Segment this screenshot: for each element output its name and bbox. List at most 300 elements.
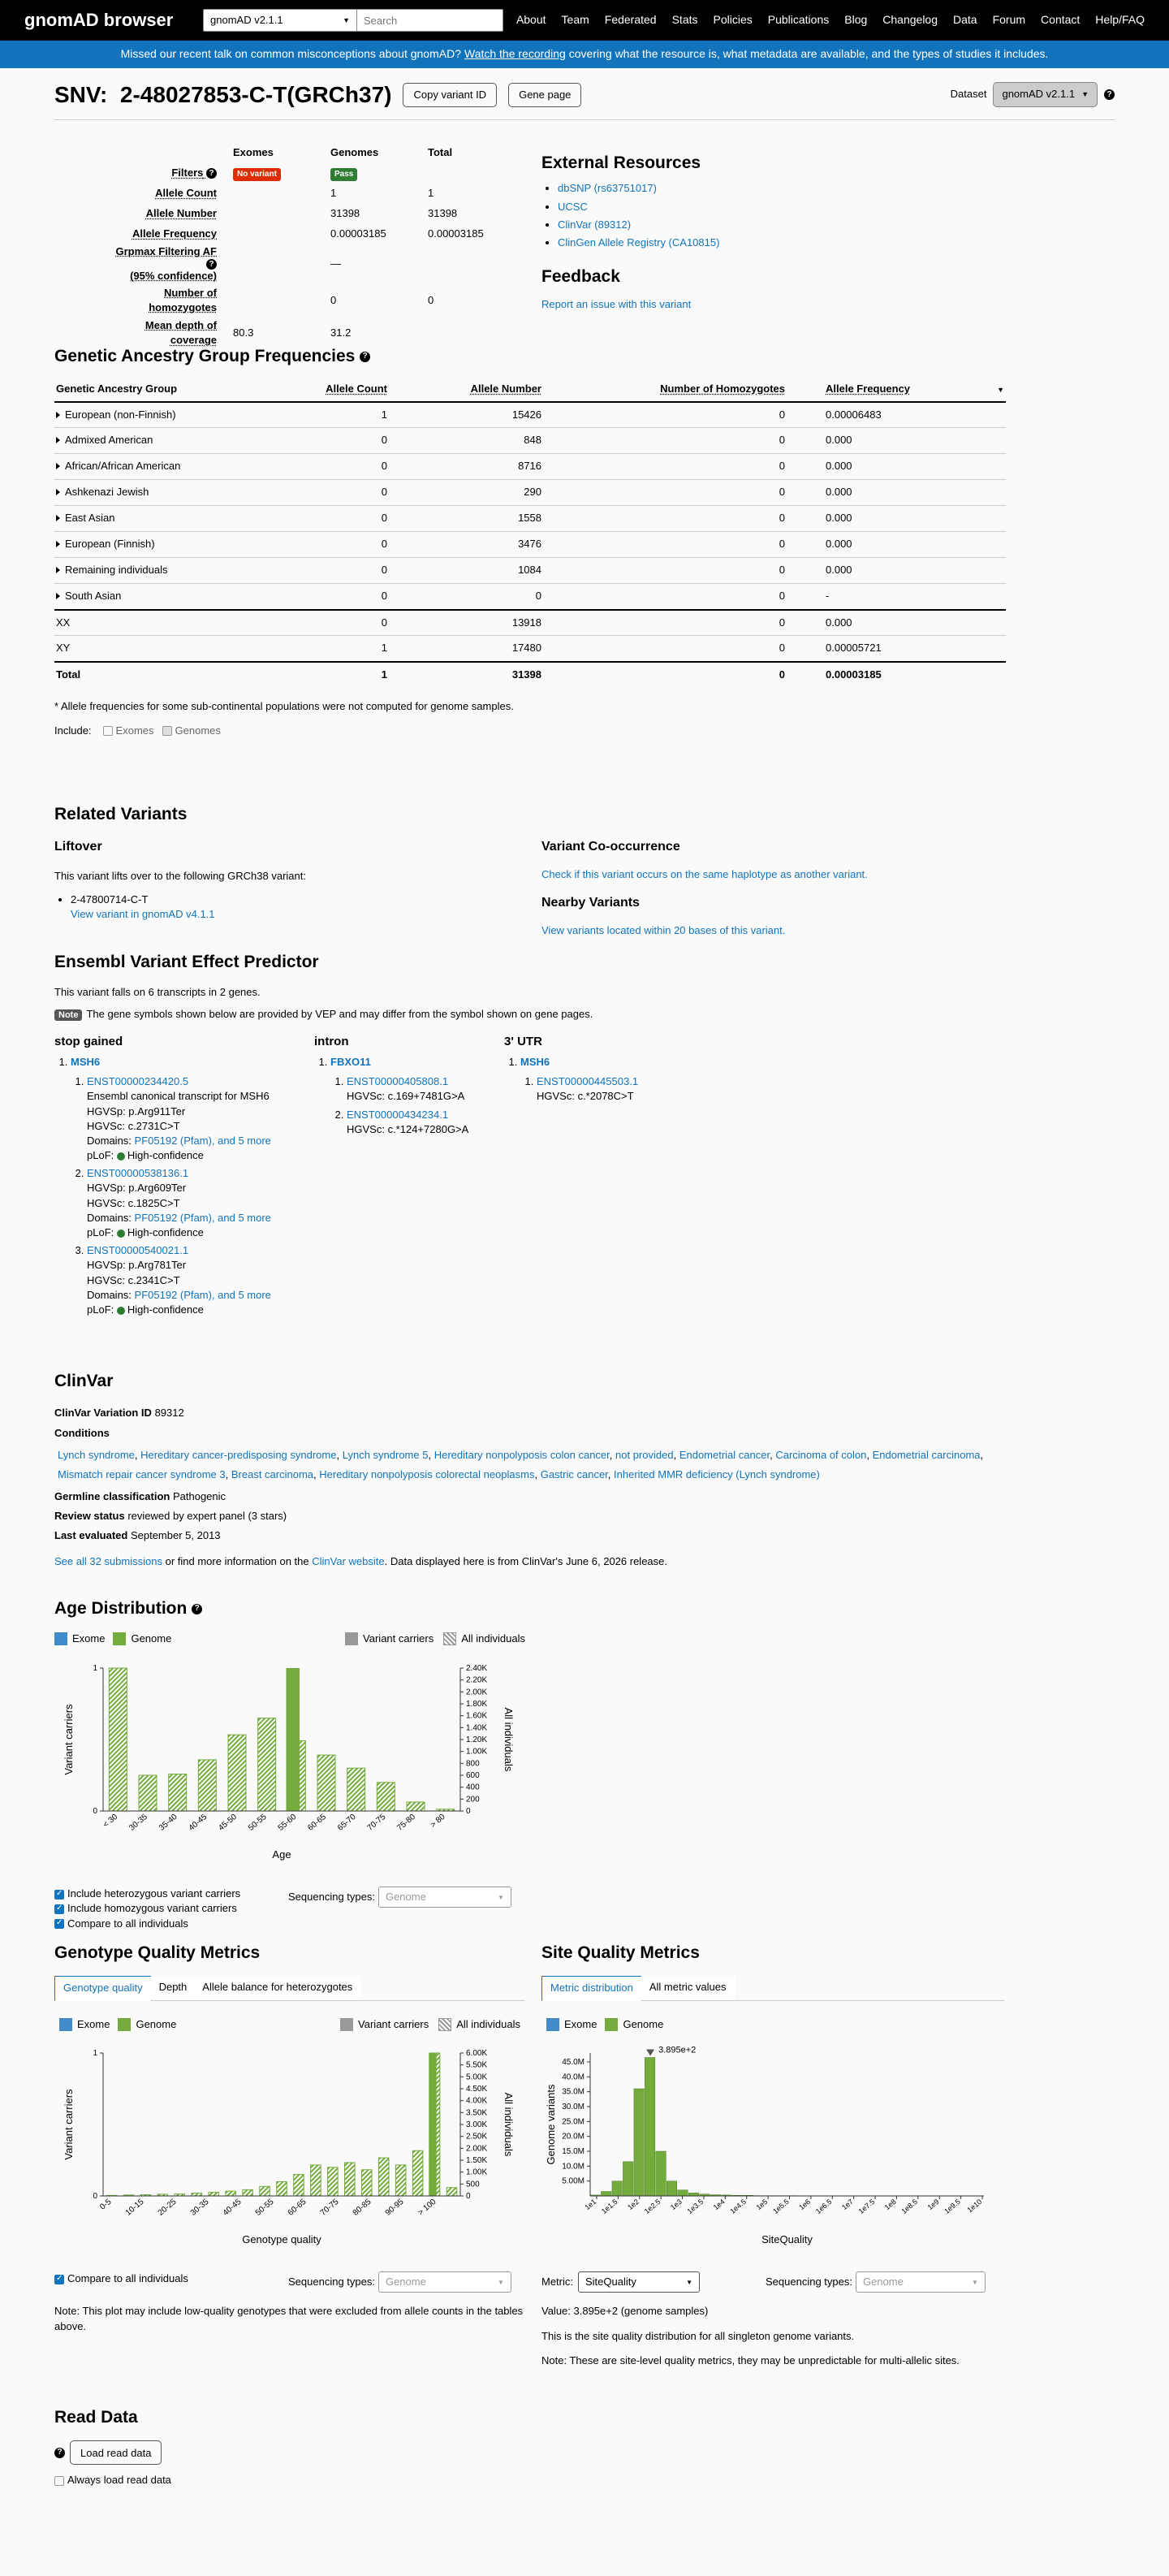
legend-exome-label: Exome: [564, 2017, 597, 2030]
summary-cell-exomes: [225, 204, 322, 224]
ancestry-an: 17480: [511, 642, 541, 655]
condition-link[interactable]: Breast carcinoma: [231, 1467, 314, 1480]
col-exomes: Exomes: [233, 146, 274, 159]
ancestry-row[interactable]: [54, 558, 1006, 584]
ancestry-ac: 0: [381, 564, 387, 577]
transcript-link[interactable]: 2. ENST00000538136.1: [87, 1167, 189, 1180]
transcript-link[interactable]: 3. ENST00000540021.1: [87, 1244, 189, 1257]
x-tick-label: 30-35: [127, 1812, 149, 1833]
age-title-text: Age Distribution: [54, 1599, 188, 1618]
vep-transcript-list: [330, 1074, 504, 1137]
summary-row-label: [95, 204, 225, 224]
x-tick-label: 20-25: [156, 2197, 179, 2218]
tab-metric-distribution[interactable]: Metric distribution: [541, 1976, 642, 2000]
condition-link[interactable]: Carcinoma of colon: [775, 1448, 867, 1461]
col-homozygotes[interactable]: [550, 378, 793, 401]
y-axis-right-label: All individuals: [503, 1707, 515, 1771]
vep-gene-item: [520, 1055, 748, 1104]
expand-icon[interactable]: [56, 412, 60, 418]
y-tick-right-label: 5.00K: [466, 2072, 488, 2082]
summary-cell-total: [420, 244, 517, 284]
ancestry-row[interactable]: [54, 532, 1006, 558]
cooccurrence-link[interactable]: Check if this variant occurs on the same haplotype as another variant.: [541, 868, 868, 881]
read-data-controls: [54, 2440, 525, 2465]
all-submissions-link[interactable]: See all 32 submissions: [54, 1555, 162, 1568]
het-checkbox[interactable]: [54, 1890, 64, 1900]
y-tick-label: 0: [93, 1806, 97, 1816]
cell-value: 80.3: [233, 326, 254, 339]
announcement-banner: [0, 41, 1169, 68]
seq-select[interactable]: [378, 2271, 511, 2293]
y-tick-right-label: 2.20K: [466, 1675, 488, 1685]
x-tick-label: 1e6: [797, 2197, 813, 2211]
vep-gene-link[interactable]: MSH6: [520, 1055, 550, 1068]
y-tick-right-label: 1.80K: [466, 1699, 488, 1709]
x-tick-label: 1e4: [711, 2197, 727, 2211]
y-tick-label: 25.0M: [562, 2117, 584, 2127]
condition-link[interactable]: Hereditary nonpolyposis colon cancer: [434, 1448, 610, 1461]
ancestry-ac-cell: [298, 532, 395, 558]
transcript-link[interactable]: 1. ENST00000445503.1: [537, 1075, 639, 1088]
external-link[interactable]: ClinVar (89312): [558, 218, 632, 231]
ancestry-hom: 0: [779, 564, 785, 577]
condition-link[interactable]: Lynch syndrome: [58, 1448, 135, 1461]
ancestry-an: 15426: [511, 408, 541, 421]
condition-link[interactable]: Inherited MMR deficiency (Lynch syndrome): [614, 1467, 820, 1480]
site-quality-bar: [623, 2162, 632, 2196]
nav-item-federated[interactable]: Federated: [604, 13, 657, 27]
clinvar-website-link[interactable]: ClinVar website: [312, 1555, 385, 1568]
summary-cell-total: [420, 284, 517, 317]
ancestry-footnote: * Allele frequencies for some sub-continental populations were not computed for genome samples.: [54, 699, 514, 712]
clinvar-footer-text: or find more information on the: [165, 1555, 309, 1568]
y-tick-right-label: 4.00K: [466, 2096, 488, 2106]
dataset-select[interactable]: [993, 82, 1098, 106]
summary-row-label: [95, 184, 225, 204]
y-tick-right-label: 200: [466, 1794, 480, 1804]
condition-link[interactable]: Lynch syndrome 5: [342, 1448, 429, 1461]
y-tick-label: 45.0M: [562, 2057, 584, 2067]
x-tick-label: 40-45: [221, 2197, 244, 2218]
chevron-down-icon: ▼: [343, 15, 350, 24]
include-genomes-checkbox[interactable]: [162, 726, 172, 736]
x-tick-label: 70-75: [318, 2197, 341, 2218]
cooccurrence-section: [541, 838, 996, 938]
metric-label: Metric:: [541, 2276, 573, 2289]
external-link[interactable]: ClinGen Allele Registry (CA10815): [558, 236, 720, 249]
legend-genome: [605, 2017, 663, 2032]
ancestry-ac: 1: [381, 408, 387, 421]
external-link[interactable]: UCSC: [558, 200, 588, 213]
col-ancestry-group[interactable]: Genetic Ancestry Group: [54, 378, 298, 401]
condition-link[interactable]: Hereditary cancer-predisposing syndrome: [140, 1448, 337, 1461]
summary-row: [95, 163, 517, 184]
ancestry-ac-cell: [298, 402, 395, 428]
all-individuals-bar: [228, 1735, 246, 1811]
variant-carrier-bar: [287, 1668, 300, 1811]
x-tick-label: 65-70: [335, 1812, 358, 1833]
ancestry-name-cell: [54, 532, 298, 558]
ancestry-an: 1084: [518, 564, 541, 577]
y-tick-right-label: 2.00K: [466, 1687, 488, 1696]
nav-item-blog[interactable]: Blog: [844, 13, 868, 27]
legend-genome: [118, 2017, 176, 2032]
header-dataset-value: gnomAD v2.1.1: [210, 13, 283, 26]
site-quality-bar: [656, 2151, 666, 2196]
compare-label: Compare to all individuals: [67, 1917, 188, 1930]
ancestry-hom-cell: [550, 584, 793, 610]
ancestry-af-cell: [793, 662, 1006, 688]
load-read-data-button[interactable]: Load read data: [70, 2440, 162, 2465]
copy-variant-id-button[interactable]: Copy variant ID: [403, 83, 497, 107]
cell-value: 0: [428, 293, 434, 306]
ancestry-an: 1558: [518, 512, 541, 525]
nav-item-help-faq[interactable]: Help/FAQ: [1095, 13, 1145, 27]
x-tick-label: < 30: [101, 1812, 120, 1830]
ancestry-hom: 0: [779, 512, 785, 525]
seq-label: Sequencing types:: [766, 2276, 852, 2289]
ancestry-name: Remaining individuals: [65, 564, 168, 577]
ancestry-hom-cell: [550, 662, 793, 688]
compare-checkbox[interactable]: [54, 1919, 64, 1929]
help-icon[interactable]: ?: [192, 1604, 202, 1614]
plof-indicator-icon: [117, 1152, 125, 1160]
row-label-text: Allele Frequency: [132, 227, 217, 240]
ancestry-name-cell: [54, 558, 298, 584]
domains-link[interactable]: PF05192 (Pfam), and 5 more: [134, 1211, 271, 1224]
row-label-text: Allele Number: [145, 207, 217, 220]
x-tick-label: 1e3: [668, 2197, 684, 2211]
seq-select[interactable]: [378, 1887, 511, 1908]
cell-value: 31398: [428, 207, 458, 220]
ancestry-row[interactable]: [54, 402, 1006, 428]
ancestry-row[interactable]: [54, 506, 1006, 532]
legend-exome-label: Exome: [77, 2017, 110, 2030]
brand-logo[interactable]: gnomAD browser: [24, 9, 174, 30]
filter-badge-pass: Pass: [330, 168, 357, 181]
legend-exome: [546, 2017, 597, 2032]
ancestry-name-cell: [54, 584, 298, 610]
summary-cell-genomes: [322, 204, 420, 224]
carriers-swatch: [340, 2018, 353, 2031]
y-tick-right-label: 600: [466, 1770, 480, 1780]
x-tick-label: 90-95: [383, 2197, 406, 2218]
summary-cell-total: [420, 204, 517, 224]
all-individuals-bar: [361, 2169, 372, 2195]
search-input[interactable]: [357, 9, 503, 32]
y-tick-right-label: 400: [466, 1783, 480, 1792]
condition-link[interactable]: not provided: [615, 1448, 674, 1461]
help-icon[interactable]: ?: [206, 168, 217, 179]
y-axis-label: Variant carriers: [63, 1703, 75, 1775]
nav-item-policies[interactable]: Policies: [713, 13, 753, 27]
col-allele-number[interactable]: [395, 378, 550, 401]
legend-carriers: [340, 2017, 429, 2032]
liftover-list: [54, 893, 509, 922]
cell-value: 0.00003185: [330, 227, 386, 240]
y-tick-label: 40.0M: [562, 2072, 584, 2082]
vep-gene-link[interactable]: FBXO11: [330, 1055, 371, 1068]
col-allele-frequency-label: Allele Frequency: [826, 383, 911, 395]
summary-cell-genomes: [322, 184, 420, 204]
ancestry-af-cell: [793, 506, 1006, 532]
conditions-list: Lynch syndrome, Hereditary cancer-predisposing syndrome, Lynch syndrome 5, Hereditary nonpolyposis colon cancer, not provided, Endometrial cancer, Carcinoma of colon, Endometrial carcinoma, Mismatch repair cancer syndrome 3, Breast carcinoma, Hereditary nonpolyposis colorectal neoplasms, Gastric cancer, Inherited MMR deficiency (Lynch syndrome): [58, 1448, 984, 1480]
age-distribution-section: [54, 1597, 525, 1937]
y-tick-right-label: 6.00K: [466, 2048, 488, 2058]
nav-item-stats[interactable]: Stats: [671, 13, 698, 27]
x-tick-label: 1e10: [965, 2197, 984, 2215]
variant-header: [54, 80, 1115, 120]
nearby-link[interactable]: View variants located within 20 bases of this variant.: [541, 923, 786, 936]
ancestry-af-cell: [793, 636, 1006, 662]
related-variants-title: Related Variants: [54, 805, 188, 823]
x-tick-label: 60-65: [286, 2197, 308, 2218]
ancestry-name-cell: [54, 662, 298, 688]
y-tick-right-label: 1.00K: [466, 2168, 488, 2177]
x-tick-label: 40-45: [187, 1812, 209, 1833]
seq-select[interactable]: [856, 2271, 986, 2293]
transcript-link[interactable]: 2. ENST00000434234.1: [347, 1108, 449, 1121]
domains-link[interactable]: PF05192 (Pfam), and 5 more: [134, 1288, 271, 1301]
expand-icon[interactable]: [56, 437, 60, 443]
x-tick-label: 1e5: [754, 2197, 770, 2211]
ancestry-hom-cell: [550, 428, 793, 454]
ancestry-ac: 1: [381, 642, 387, 655]
nav-item-contact[interactable]: Contact: [1041, 13, 1081, 27]
vep-transcript-list: [520, 1074, 748, 1104]
ancestry-hom: 0: [779, 460, 785, 473]
vep-gene-list: [504, 1055, 748, 1104]
external-link[interactable]: dbSNP (rs63751017): [558, 182, 657, 195]
ancestry-af-cell: [793, 402, 1006, 428]
y-axis-label: Variant carriers: [63, 2089, 75, 2160]
expand-icon[interactable]: [56, 541, 60, 547]
compare-checkbox[interactable]: [54, 2275, 64, 2284]
hom-checkbox[interactable]: [54, 1904, 64, 1914]
ancestry-ac: 0: [381, 434, 387, 447]
ancestry-name: South Asian: [65, 590, 122, 603]
all-individuals-bar: [407, 1802, 425, 1811]
site-quality-bar: [666, 2181, 676, 2195]
site-quality-bar: [688, 2193, 698, 2196]
expand-icon[interactable]: [56, 515, 60, 521]
ancestry-row: [54, 662, 1006, 688]
gene-page-button[interactable]: Gene page: [508, 83, 581, 107]
ancestry-ac: 0: [381, 486, 387, 499]
summary-cell-exomes: [225, 284, 322, 317]
banner-link[interactable]: Watch the recording: [464, 47, 566, 61]
age-title: [54, 1597, 525, 1620]
vep-consequence-title: stop gained: [54, 1034, 123, 1048]
ancestry-an: 13918: [511, 616, 541, 629]
x-tick-label: 1e9: [925, 2197, 941, 2211]
x-tick-label: 1e3.5: [685, 2197, 705, 2215]
ancestry-name: European (non-Finnish): [65, 408, 176, 421]
ancestry-row[interactable]: [54, 584, 1006, 610]
col-total: Total: [428, 146, 453, 159]
ancestry-row[interactable]: [54, 454, 1006, 480]
col-homozygotes-label: Number of Homozygotes: [660, 383, 785, 395]
y-tick-label: 15.0M: [562, 2146, 584, 2156]
all-swatch: [443, 1632, 456, 1645]
transcript-link[interactable]: 1. ENST00000234420.5: [87, 1075, 189, 1088]
col-allele-frequency[interactable]: [793, 378, 1006, 401]
plof-indicator-icon: [117, 1230, 125, 1238]
ancestry-row[interactable]: [54, 480, 1006, 506]
row-label-sub: (95% confidence): [130, 269, 217, 282]
col-allele-count[interactable]: [298, 378, 395, 401]
condition-link[interactable]: Endometrial carcinoma: [872, 1448, 981, 1461]
summary-cell-exomes: [225, 163, 322, 184]
liftover-link[interactable]: View variant in gnomAD v4.1.1: [71, 907, 215, 920]
site-quality-bar: [612, 2181, 622, 2195]
ancestry-af-cell: [793, 428, 1006, 454]
sq-value-text: Value: 3.895e+2 (genome samples): [541, 2305, 709, 2318]
help-icon[interactable]: ?: [206, 259, 217, 270]
ancestry-an-cell: [395, 402, 550, 428]
ancestry-name: XX: [56, 616, 71, 629]
germline-classification: [54, 1489, 1006, 1504]
condition-link[interactable]: Gastric cancer: [540, 1467, 608, 1480]
exome-swatch: [59, 2018, 72, 2031]
gq-tabs: [54, 1976, 525, 2000]
site-quality-bar: [634, 2089, 644, 2196]
y-tick-label: 1: [93, 2048, 97, 2058]
conditions-label: Conditions: [54, 1426, 110, 1439]
nav-item-about[interactable]: About: [515, 13, 546, 27]
genome-swatch: [118, 2018, 131, 2031]
value-annotation: 3.895e+2: [658, 2045, 697, 2055]
nav-item-publications[interactable]: Publications: [767, 13, 830, 27]
y-tick-label: 30.0M: [562, 2102, 584, 2111]
legend-carriers-label: Variant carriers: [363, 1632, 434, 1645]
evaluated-label: Last evaluated: [54, 1529, 128, 1542]
legend-exome: [54, 1632, 105, 1646]
age-chart: [54, 1657, 525, 1876]
x-axis-label: Age: [272, 1848, 291, 1861]
expand-icon[interactable]: [56, 463, 60, 469]
nav-item-forum[interactable]: Forum: [992, 13, 1026, 27]
always-load-checkbox[interactable]: [54, 2476, 64, 2486]
summary-cell-genomes: [322, 224, 420, 244]
ancestry-af-cell: [793, 558, 1006, 584]
row-label-text: Filters: [171, 166, 204, 179]
ancestry-ac-cell: [298, 636, 395, 662]
vep-gene-list: [54, 1055, 314, 1317]
tab-genotype-quality[interactable]: Genotype quality: [54, 1976, 152, 2000]
expand-icon[interactable]: [56, 567, 60, 573]
summary-table: [95, 143, 517, 350]
age-legend: [54, 1632, 525, 1646]
seq-value: Genome: [385, 1891, 426, 1904]
domains-link[interactable]: PF05192 (Pfam), and 5 more: [134, 1134, 271, 1147]
expand-icon[interactable]: [56, 593, 60, 599]
external-resources: [541, 151, 996, 312]
header-dataset-select[interactable]: [203, 9, 357, 32]
gq-options: [54, 2271, 525, 2299]
metric-select[interactable]: [578, 2271, 700, 2293]
ancestry-name: African/African American: [65, 460, 181, 473]
help-icon[interactable]: ?: [360, 352, 370, 362]
ancestry-an: 31398: [511, 668, 541, 681]
ancestry-name: European (Finnish): [65, 538, 155, 551]
ancestry-an: 0: [535, 590, 541, 603]
condition-link[interactable]: Mismatch repair cancer syndrome 3: [58, 1467, 226, 1480]
ancestry-hom-cell: [550, 610, 793, 636]
tab-all-metric-values[interactable]: All metric values: [641, 1976, 735, 1999]
condition-link[interactable]: Hereditary nonpolyposis colorectal neoplasms: [319, 1467, 535, 1480]
seq-label: Sequencing types:: [288, 1891, 375, 1904]
ancestry-name: East Asian: [65, 512, 115, 525]
cooccurrence-title: Variant Co-occurrence: [541, 840, 680, 854]
summary-cell-genomes: [322, 163, 420, 184]
condition-link[interactable]: Endometrial cancer: [679, 1448, 770, 1461]
vep-transcript: [347, 1108, 504, 1137]
exome-swatch: [546, 2018, 559, 2031]
ancestry-row[interactable]: [54, 428, 1006, 454]
all-individuals-bar: [347, 1768, 365, 1811]
carriers-swatch: [345, 1632, 358, 1645]
nav-item-team[interactable]: Team: [561, 13, 589, 27]
include-exomes-checkbox[interactable]: [103, 726, 113, 736]
domains-label: Domains:: [87, 1211, 132, 1224]
vep-transcript: [87, 1243, 314, 1317]
plof: [87, 1303, 314, 1317]
nav-item-data[interactable]: Data: [953, 13, 977, 27]
x-tick-label: 30-35: [188, 2197, 211, 2218]
vep-intron: [314, 1033, 504, 1320]
nav-item-changelog[interactable]: Changelog: [882, 13, 938, 27]
x-tick-label: 50-55: [253, 2197, 276, 2218]
sq-tabs: [541, 1976, 1004, 2000]
hgvsc: HGVSc: c.2341C>T: [87, 1273, 180, 1286]
ancestry-an-cell: [395, 662, 550, 688]
y-tick-right-label: 1.50K: [466, 2155, 488, 2165]
ancestry-af: 0.000: [826, 434, 852, 447]
transcript-link[interactable]: 1. ENST00000405808.1: [347, 1075, 449, 1088]
genome-swatch: [605, 2018, 618, 2031]
x-tick-label: 35-40: [157, 1812, 179, 1833]
canonical-note: Ensembl canonical transcript for MSH6: [87, 1090, 270, 1103]
vep-transcript: [87, 1166, 314, 1240]
check-compare: [54, 1917, 525, 1931]
ancestry-hom-cell: [550, 402, 793, 428]
chevron-down-icon: ▼: [686, 2278, 692, 2286]
vep-transcript: [87, 1074, 314, 1163]
ancestry-an-cell: [395, 506, 550, 532]
expand-icon[interactable]: [56, 489, 60, 495]
read-data-title: Read Data: [54, 2408, 138, 2427]
report-issue-link[interactable]: Report an issue with this variant: [541, 297, 692, 310]
ancestry-title-text: Genetic Ancestry Group Frequencies: [54, 347, 356, 365]
feedback-title: Feedback: [541, 267, 620, 287]
tab-allele-balance[interactable]: Allele balance for heterozygotes: [194, 1976, 360, 1999]
site-quality-bar: [678, 2189, 688, 2195]
dataset-value: gnomAD v2.1.1: [1002, 88, 1076, 101]
ancestry-af: 0.000: [826, 486, 852, 499]
ancestry-an-cell: [395, 558, 550, 584]
y-tick-right-label: 3.50K: [466, 2108, 488, 2118]
dataset-selector: [951, 82, 1115, 106]
help-icon[interactable]: ?: [1104, 89, 1115, 100]
help-icon[interactable]: ?: [54, 2448, 65, 2458]
x-tick-label: 1e4.5: [728, 2197, 748, 2215]
legend-all: [438, 2017, 520, 2032]
ancestry-hom-cell: [550, 480, 793, 506]
tab-depth[interactable]: Depth: [151, 1976, 196, 1999]
vep-gene-link[interactable]: MSH6: [71, 1055, 101, 1068]
page-title: SNV: 2-48027853-C-T(GRCh37): [54, 81, 392, 107]
